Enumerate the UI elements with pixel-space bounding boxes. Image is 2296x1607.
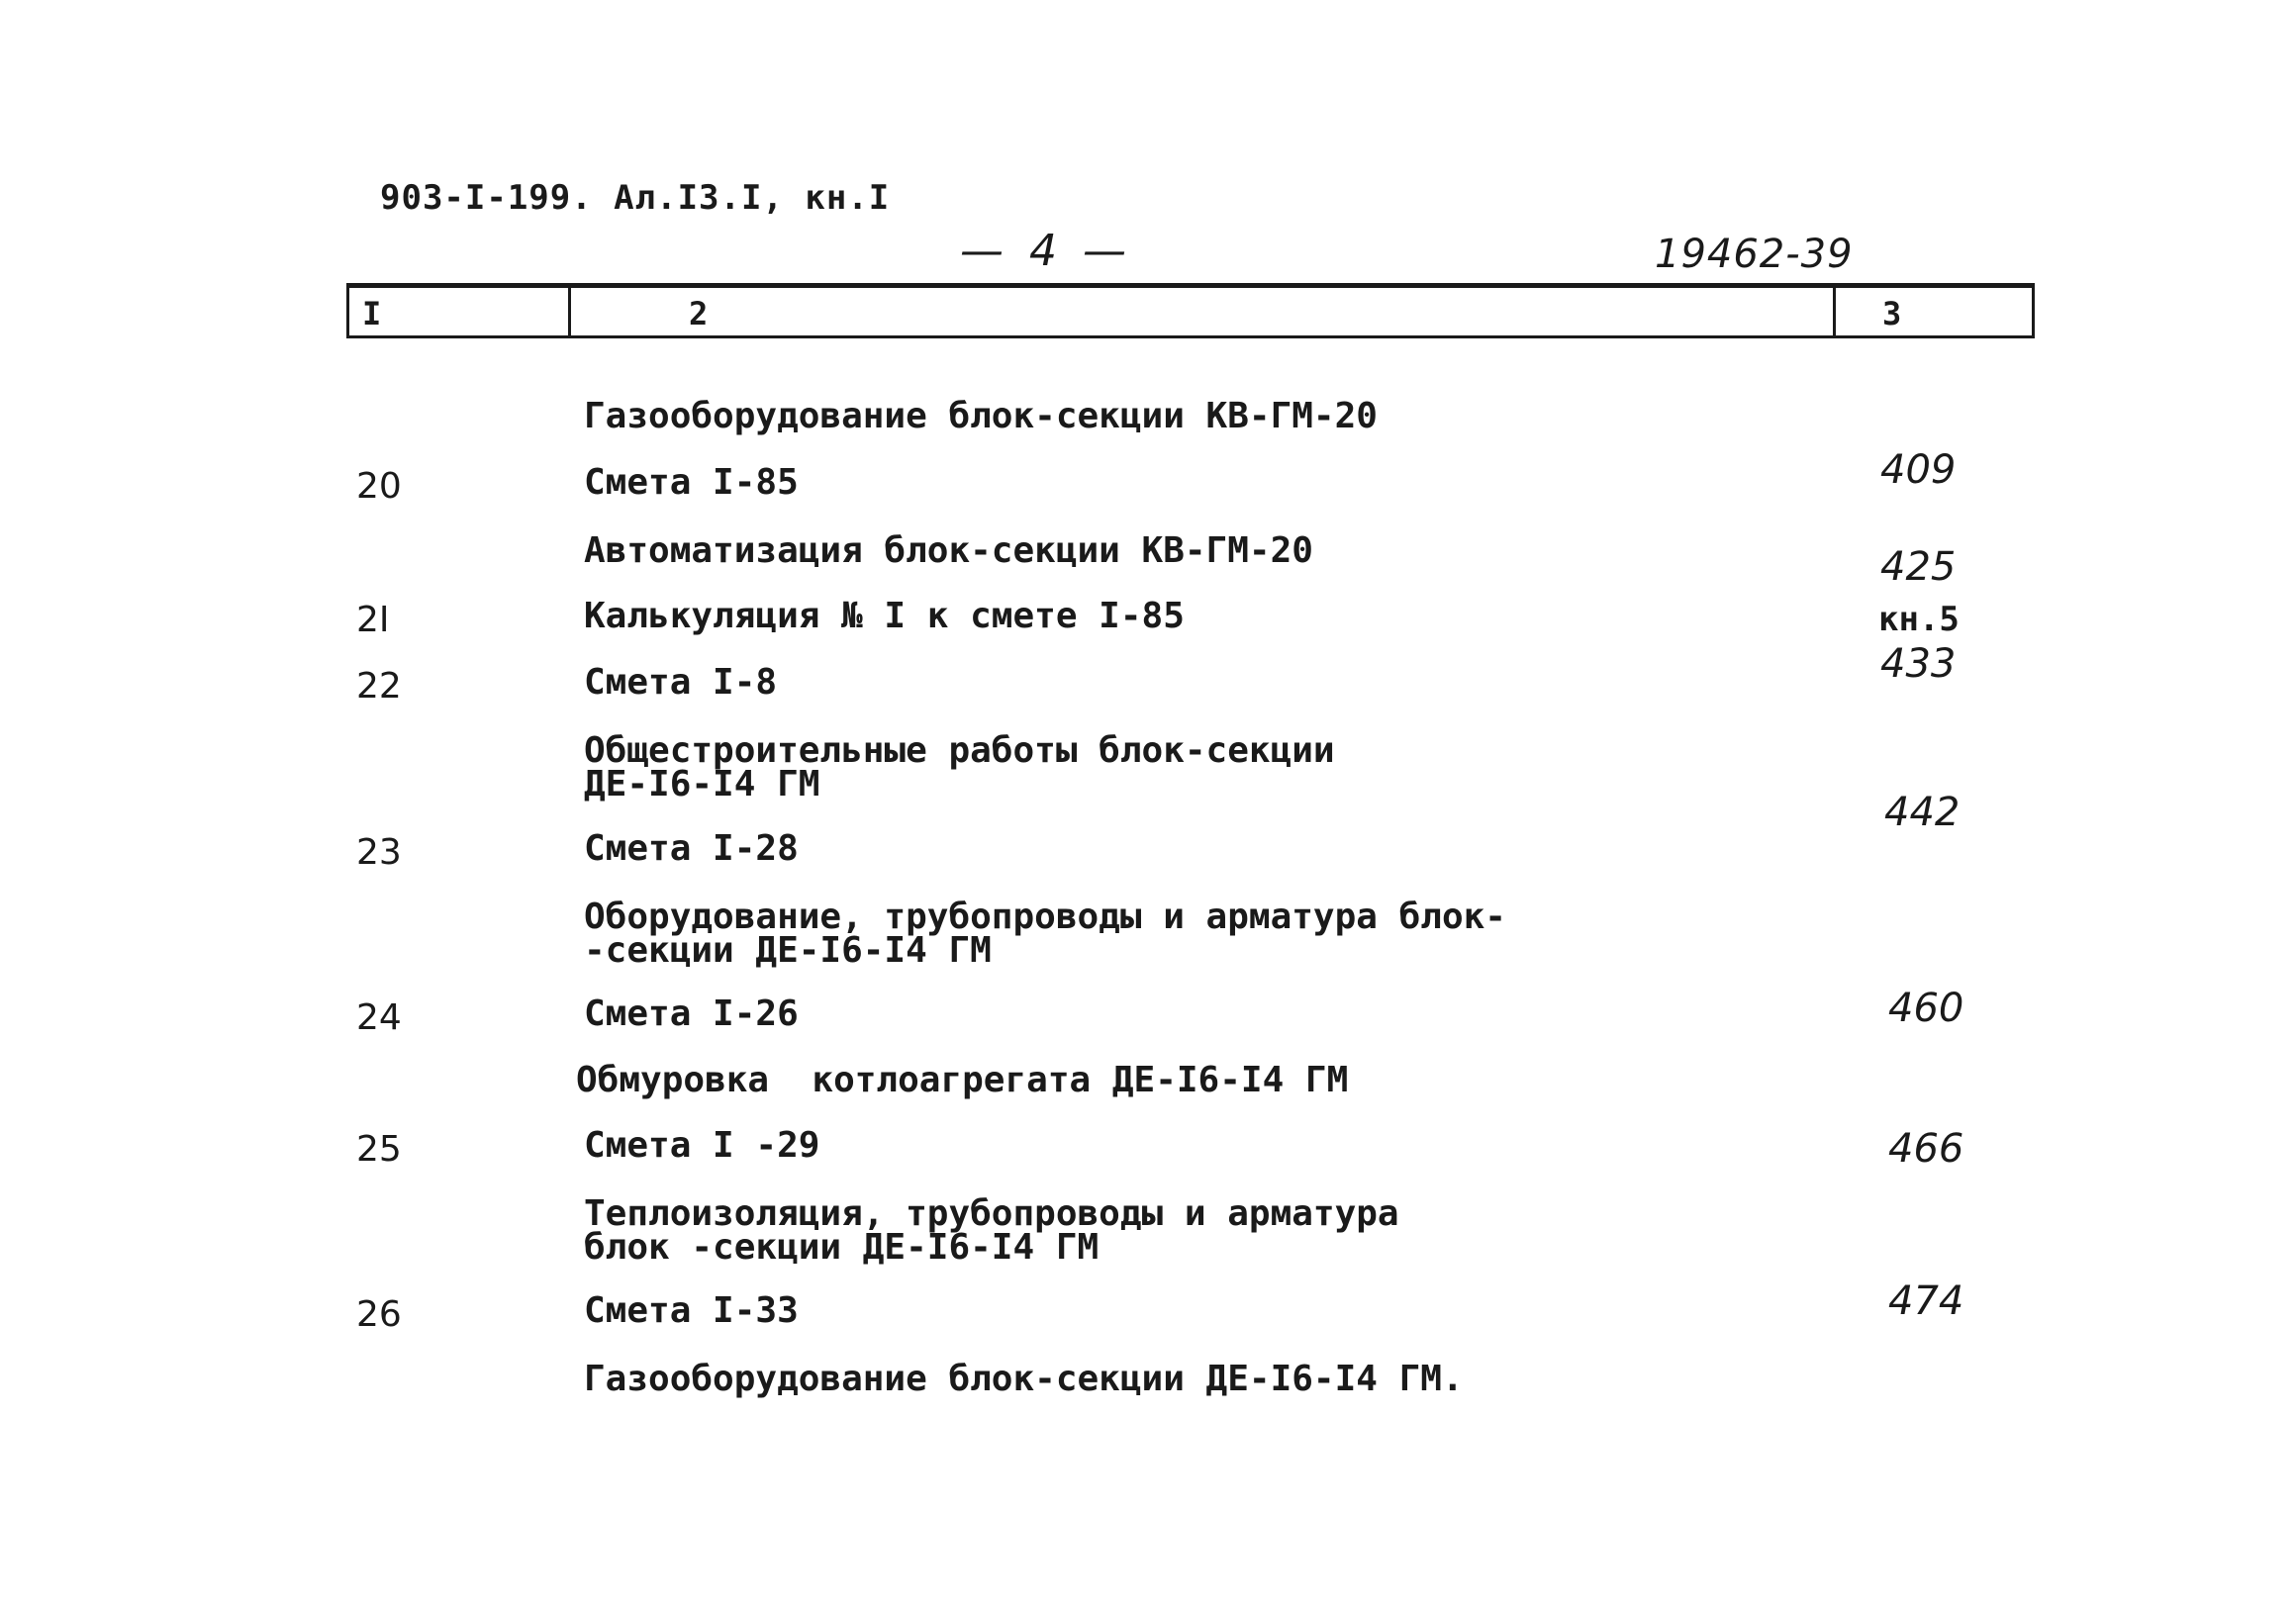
row-number: 24 [356,997,402,1038]
row-title: Газооборудование блок-секции КВ-ГМ-20 [584,396,1378,436]
row-title: Смета I-26 [584,993,799,1034]
row-page: кн.5 [1878,600,1960,639]
row-page: 425 [1880,544,1957,590]
document-code: 903-I-199. Ал.I3.I, кн.I [380,178,891,218]
row-page: 409 [1880,447,1957,493]
row-title: Смета I -29 [584,1125,820,1166]
row-page: 474 [1888,1278,1964,1324]
row-title: Обмуровка котлоагрегата ДЕ-I6-I4 ГМ [576,1060,1349,1100]
row-number: 22 [356,666,402,707]
row-number: 26 [356,1294,402,1335]
row-title: Смета I-8 [584,662,778,703]
row-page: 460 [1888,986,1964,1031]
row-number: 23 [356,832,402,873]
row-page: 433 [1880,641,1957,687]
row-title: Автоматизация блок-секции КВ-ГМ-20 [584,530,1313,571]
row-title: Смета I-33 [584,1290,799,1331]
column-header-frame [346,283,2035,338]
column-header-1: I [362,295,382,332]
row-title: Смета I-28 [584,828,799,869]
row-title: Теплоизоляция, трубопроводы и арматура блок -секции ДЕ-I6-I4 ГМ [584,1193,1399,1268]
row-number: 2I [356,600,390,640]
row-title: Калькуляция № I к смете I-85 [584,596,1185,636]
row-page: 466 [1888,1126,1964,1172]
inventory-stamp: 19462-39 [1655,232,1854,277]
row-title: Газооборудование блок-секции ДЕ-I6-I4 ГМ. [584,1359,1464,1399]
column-divider [568,287,571,338]
row-number: 20 [356,466,402,507]
page-number: — 4 — [960,226,1132,276]
row-number: 25 [356,1129,402,1170]
column-divider [1833,287,1836,338]
column-header-2: 2 [689,295,709,332]
row-title: Оборудование, трубопроводы и арматура блок- -секции ДЕ-I6-I4 ГМ [584,897,1506,971]
row-page: 442 [1884,790,1961,835]
row-title: Смета I-85 [584,462,799,503]
row-title: Общестроительные работы блок-секции ДЕ-I6-I4 ГМ [584,730,1335,804]
column-header-3: 3 [1882,295,1902,332]
